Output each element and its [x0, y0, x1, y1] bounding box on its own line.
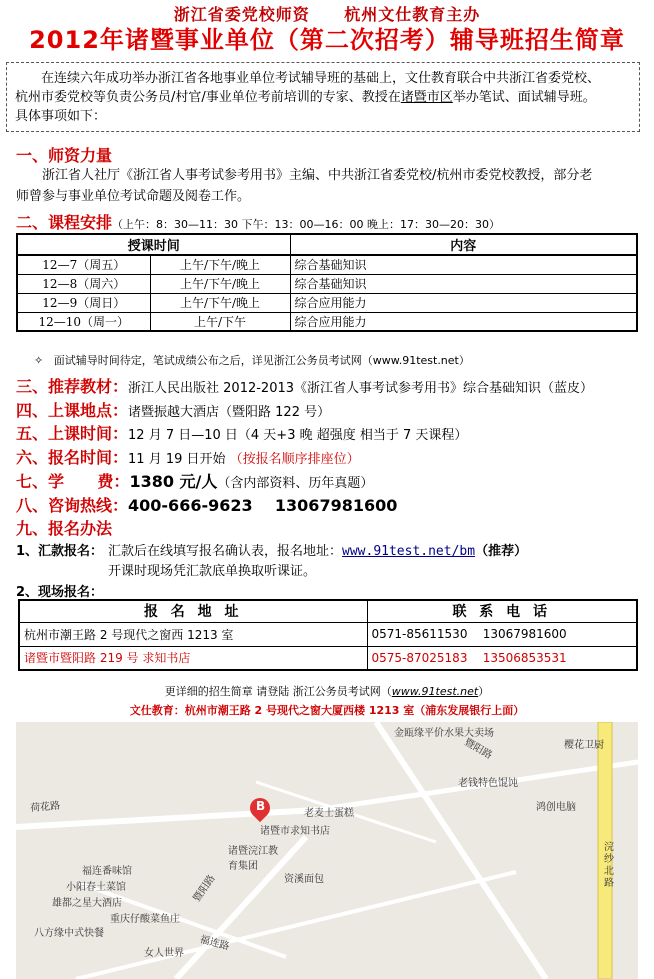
textbook-text: 浙江人民出版社 2012-2013《浙江省人事考试参考用书》综合基础知识（蓝皮） [128, 381, 594, 396]
organizer-1: 浙江省委党校师资 [173, 5, 310, 24]
footer-text: 更详细的招生简章 请登陆 浙江公务员考试网（ [164, 685, 392, 698]
section-textbook [16, 374, 593, 397]
table-row [17, 312, 637, 331]
contact-table [18, 599, 638, 671]
schedule-slot: 上午/下午/晚上 [150, 255, 290, 274]
section-signup-heading: 九、报名办法 [16, 519, 113, 538]
schedule-date: 12—7（周五） [17, 255, 150, 274]
footer-website-link[interactable]: www.91test.net [391, 685, 479, 698]
contact-header-phone: 联 系 电 话 [367, 600, 637, 622]
note-text: 面试辅导时间待定，笔试成绩公布之后，详见浙江公务员考试网（www.91test.net） [53, 354, 470, 367]
table-row [17, 274, 637, 293]
location-label: 四、上课地点： [16, 401, 129, 420]
map-label: 暨阳路 [462, 736, 494, 762]
signup-link[interactable]: www.91test.net/bm [342, 544, 476, 559]
page-title: 2012年诸暨事业单位（第二次招考）辅导班招生简章 [29, 26, 625, 54]
map-label: 雄都之星大酒店 [52, 898, 122, 909]
intro-line-1: 在连续六年成功举办浙江省各地事业单位考试辅导班的基础上，文仕教育联合中共浙江省委党校、 [41, 71, 601, 86]
textbook-label: 三、推荐教材： [16, 377, 129, 396]
hotline-label: 八、咨询热线： [16, 496, 129, 515]
section-location [16, 398, 330, 421]
schedule-content: 综合应用能力 [290, 293, 637, 312]
table-row [19, 646, 637, 670]
organizer-2: 杭州文仕教育主办 [344, 5, 481, 24]
schedule-date: 12—10（周一） [17, 312, 150, 331]
map-label: 福连番味馆 [82, 866, 132, 877]
map-label: 资溪面包 [284, 874, 324, 885]
intro-line-2a: 杭州市委党校等负责公务员/村官/事业单位考前培训的专家、教授在 [15, 90, 401, 105]
signup-time-text: 11 月 19 日开始 [128, 452, 230, 467]
location-text: 诸暨振越大酒店（暨阳路 122 号） [128, 405, 331, 420]
faculty-line-1: 浙江省人社厅《浙江省人事考试参考用书》主编、中共浙江省委党校/杭州市委党校教授，部分老 [42, 168, 593, 183]
tuition-label: 七、学 费： [16, 472, 130, 491]
schedule-title: 二、课程安排 [16, 213, 113, 232]
note-icon: ✧ [34, 354, 44, 367]
recommend-tag: （推荐） [475, 544, 528, 559]
map-label: 福连路 [198, 934, 231, 953]
schedule-header-time: 授课时间 [17, 234, 290, 255]
schedule-slot: 上午/下午 [150, 312, 290, 331]
contact-address: 杭州市潮王路 2 号现代之窗西 1213 室 [19, 622, 367, 646]
section-schedule-heading [16, 210, 500, 233]
section-signup-time [16, 445, 360, 468]
seat-order-note: （按报名顺序排座位） [229, 452, 360, 467]
map-label: 小阳春土菜馆 [66, 882, 126, 893]
map-label: 重庆仔酸菜鱼庄 [110, 914, 180, 925]
remit-desc: 汇款后在线填写报名确认表，报名地址： [108, 544, 343, 559]
onsite-signup-label: 2、现场报名： [16, 585, 104, 600]
map-label: 暨阳路 [191, 873, 218, 905]
table-row [17, 255, 637, 274]
map-label: 八方缘中式快餐 [34, 928, 104, 939]
schedule-content: 综合基础知识 [290, 274, 637, 293]
schedule-header-content: 内容 [290, 234, 637, 255]
map-label: 荷花路 [29, 800, 61, 815]
schedule-slot: 上午/下午/晚上 [150, 274, 290, 293]
table-row [17, 293, 637, 312]
schedule-content: 综合应用能力 [290, 312, 637, 331]
class-time-label: 五、上课时间： [16, 424, 129, 443]
tuition-price: 1380 元/人 [129, 472, 218, 491]
map-marker-label: B [256, 799, 266, 813]
map-label: 金瓯缘平价水果大卖场 [394, 728, 494, 739]
contact-phone: 0575-87025183 13506853531 [367, 646, 637, 670]
table-row [19, 622, 637, 646]
tuition-note: （含内部资料、历年真题） [217, 476, 374, 491]
section-faculty-text [16, 165, 640, 207]
intro-line-2b: 举办笔试、面试辅导班。 [452, 90, 596, 105]
section-tuition [16, 469, 373, 492]
map-roads [16, 722, 638, 979]
section-faculty-heading: 一、师资力量 [16, 146, 113, 165]
hotline-phones: 400-666-9623 13067981600 [128, 496, 398, 515]
remit-signup-label: 1、汇款报名： [16, 544, 104, 559]
contact-address: 诸暨市暨阳路 219 号 求知书店 [19, 646, 367, 670]
map-label: 鸿创电脑 [536, 802, 576, 813]
schedule-table [16, 233, 638, 332]
schedule-date: 12—9（周日） [17, 293, 150, 312]
section-hotline [16, 493, 397, 516]
intro-box [6, 62, 640, 132]
remit-line-2: 开课时现场凭汇款底单换取听课证。 [108, 564, 317, 579]
faculty-line-2: 师曾参与事业单位考试命题及阅卷工作。 [16, 189, 251, 204]
map-label: 诸暨浣江教育集团 [228, 846, 278, 872]
map-label: 樱花卫厨 [564, 740, 604, 751]
remit-signup-text [108, 540, 527, 559]
footer-website-line [0, 683, 654, 699]
contact-header-address: 报 名 地 址 [19, 600, 367, 622]
map-label: 老麦士蛋糕 [304, 808, 354, 819]
contact-phone: 0571-85611530 13067981600 [367, 622, 637, 646]
map-label: 老钱特色馄饨 [458, 778, 518, 789]
schedule-content: 综合基础知识 [290, 255, 637, 274]
footer-close: ） [478, 685, 490, 698]
intro-line-3: 具体事项如下： [15, 109, 107, 124]
map-label: 女人世界 [144, 948, 184, 959]
section-class-time [16, 421, 467, 444]
footer-address: 文仕教育：杭州市潮王路 2 号现代之窗大厦西楼 1213 室（浦东发展银行上面） [129, 704, 525, 717]
map-label: 浣纱北路 [604, 842, 614, 889]
map-label: 诸暨市求知书店 [260, 826, 330, 837]
intro-location: 诸暨市区 [400, 90, 453, 105]
class-time-text: 12 月 7 日—10 日（4 天+3 晚 超强度 相当于 7 天课程） [128, 428, 468, 443]
interview-note [34, 352, 470, 368]
schedule-date: 12—8（周六） [17, 274, 150, 293]
schedule-times: （上午：8：30—11：30 下午：13：00—16：00 晚上：17：30—20：30） [112, 218, 500, 231]
schedule-slot: 上午/下午/晚上 [150, 293, 290, 312]
signup-time-label: 六、报名时间： [16, 448, 129, 467]
location-map[interactable] [16, 722, 638, 979]
